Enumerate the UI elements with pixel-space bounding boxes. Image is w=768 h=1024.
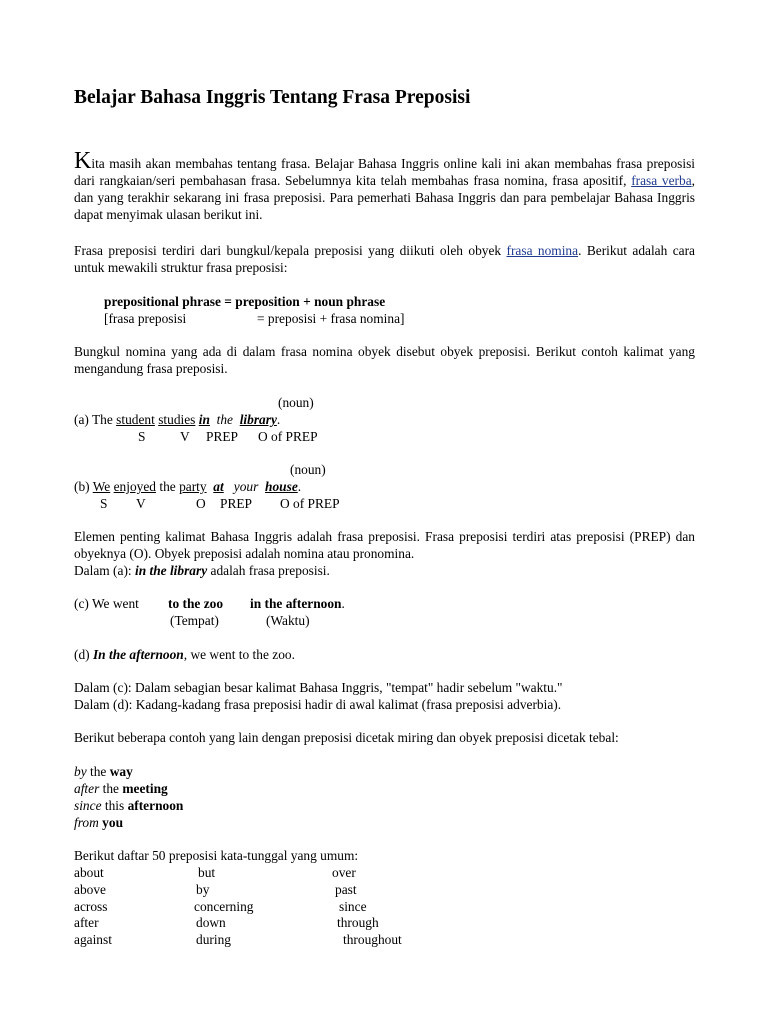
example-c-phrase-time: in the afternoon. <box>250 596 345 611</box>
paragraph-elements: Elemen penting kalimat Bahasa Inggris adalah frasa preposisi. Frasa preposisi terdiri atas preposisi (PREP) dan obyeknya (O). Obyek preposisi adalah nomina atau pronomina. Dalam (a): in the library adalah frasa preposisi. <box>74 529 695 578</box>
list-item: above <box>74 882 106 897</box>
list-item: since <box>339 899 367 914</box>
list-item: throughout <box>343 932 402 947</box>
example-c-tag-time: (Waktu) <box>266 613 310 628</box>
paragraph-structure-intro: Frasa preposisi terdiri dari bungkul/kepala preposisi yang diikuti oleh obyek frasa nomina. Berikut adalah cara untuk mewakili struktur frasa preposisi: <box>74 243 695 275</box>
example-a-role-v: V <box>180 429 190 444</box>
more-example-3: since this afternoon <box>74 798 184 813</box>
structure-formula-en: prepositional phrase = preposition + noun phrase <box>104 294 386 309</box>
more-example-4: from you <box>74 815 124 830</box>
example-a-role-s: S <box>138 429 146 444</box>
more-example-2: after the meeting <box>74 781 168 796</box>
list-item: across <box>74 899 108 914</box>
link-frasa-verba[interactable]: frasa verba <box>631 173 692 188</box>
list-item: after <box>74 915 99 930</box>
note-c: Dalam (c): Dalam sebagian besar kalimat Bahasa Inggris, "tempat" hadir sebelum "waktu." <box>74 680 563 695</box>
note-d: Dalam (d): Kadang-kadang frasa preposisi hadir di awal kalimat (frasa preposisi adverbia). <box>74 697 562 712</box>
example-a-sentence: (a) The student studies in the library. <box>74 412 281 427</box>
example-b-role-v: V <box>136 496 146 511</box>
paragraph-more-examples: Berikut beberapa contoh yang lain dengan preposisi dicetak miring dan obyek preposisi dicetak tebal: <box>74 730 619 745</box>
example-b-role-o: O <box>196 496 206 511</box>
example-a-role-prep: PREP <box>206 429 239 444</box>
paragraph-object-intro: Bungkul nomina yang ada di dalam frasa nomina obyek disebut obyek preposisi. Berikut contoh kalimat yang mengandung frasa preposisi. <box>74 344 695 376</box>
example-b-role-prep: PREP <box>220 496 253 511</box>
list-item: through <box>337 915 379 930</box>
list-item: against <box>74 932 112 947</box>
example-c-tag-place: (Tempat) <box>170 613 219 628</box>
list-item: during <box>196 932 231 947</box>
list-item: past <box>335 882 357 897</box>
example-a-role-oprep: O of PREP <box>258 429 318 444</box>
intro-paragraph: Kita masih akan membahas tentang frasa. Belajar Bahasa Inggris online kali ini akan membahas frasa preposisi dari rangkaian/seri pembahasan frasa. Sebelumnya kita telah membahas frasa nomina, frasa apositif, frasa verba, dan yang terakhir sekarang ini frasa preposisi. Para pemerhati Bahasa Inggris dan para pembelajar Bahasa Inggris dapat menyimak ulasan berikut ini. <box>74 148 695 222</box>
dropcap-letter: K <box>74 148 92 174</box>
list-item: down <box>196 915 226 930</box>
example-c-label: (c) We went <box>74 596 139 611</box>
list-item: over <box>332 865 356 880</box>
list-item: by <box>196 882 210 897</box>
page-title: Belajar Bahasa Inggris Tentang Frasa Preposisi <box>74 87 471 108</box>
example-d-sentence: (d) In the afternoon, we went to the zoo. <box>74 647 295 662</box>
link-frasa-nomina[interactable]: frasa nomina <box>506 243 579 258</box>
list-item: about <box>74 865 104 880</box>
example-a-noun-label: (noun) <box>278 395 314 410</box>
list-item: but <box>198 865 216 880</box>
structure-formula-id-left: [frasa preposisi <box>104 311 187 326</box>
example-b-sentence: (b) We enjoyed the party at your house. <box>74 479 302 494</box>
more-example-1: by the way <box>74 764 133 779</box>
list-item: concerning <box>194 899 254 914</box>
example-b-role-s: S <box>100 496 108 511</box>
example-c-phrase-place: to the zoo <box>168 596 224 611</box>
preposition-list-intro: Berikut daftar 50 preposisi kata-tunggal yang umum: <box>74 848 359 863</box>
example-b-role-oprep: O of PREP <box>280 496 340 511</box>
example-b-noun-label: (noun) <box>290 462 326 477</box>
structure-formula-id-right: = preposisi + frasa nomina] <box>257 311 405 326</box>
